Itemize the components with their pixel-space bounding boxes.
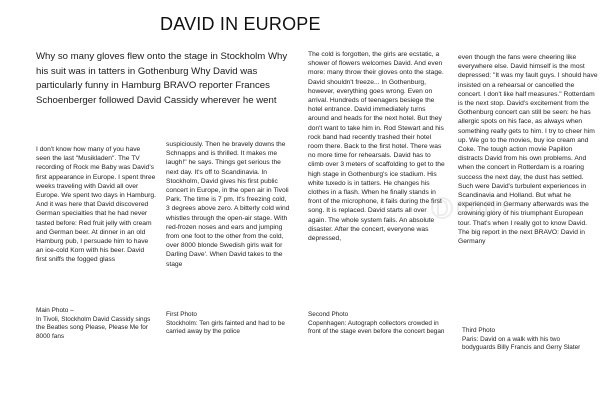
caption-main-photo (36, 307, 161, 349)
caption-second-heading: Second Photo (308, 311, 349, 318)
article-column-1 (36, 145, 156, 264)
caption-main-text: In Tivoli, Stockholm David Cassidy sings the Beatles song Please, Please Me for 8000 fans (36, 315, 151, 340)
lead-paragraph: Why so many gloves flew onto the stage in Stockholm Why his suit was in tatters in Gothenburg Why David was particularly funny in Hamburg BRAVO reporter Frances Schoenberger followed David Cassidy wherever he went (36, 51, 288, 106)
article-column-3 (308, 50, 446, 250)
article-column-4 (458, 53, 598, 273)
caption-third-heading: Third Photo (462, 327, 496, 334)
column-4-text: even though the fans were cheering like everywhere else. David himself is the most depressed: "It was my fault guys. I should have insisted on a rehearsal or cancelled the concert. I don't like half measures." Rotterdam is the next stop. David's excitement from the Gothenburg concert can still be seen: he has allergic spots on his face, as always when something really gets to him. I try to cheer him up. We go to the movies, buy ice cream and Coke. The tough action movie Papillon distracts David from his own problems. And when the concert in Rotterdam is a roaring success the next day, the dust has settled. Such were David's turbulent experiences in Scandinavia and Holland. But what he experienced in Germany afterwards was the crowning glory of his triumphant European tour. That's when I really got to know David. The big report in the next BRAVO: David in Germany (458, 54, 598, 246)
watermark-logo-icon (430, 188, 530, 228)
caption-third-text: Paris: David on a walk with his two bodyguards Billy Francis and Gerry Slater (462, 335, 581, 352)
caption-second-photo (308, 311, 453, 341)
caption-first-text: Stockholm: Ten girls fainted and had to be carried away by the police (166, 319, 285, 336)
caption-first-heading: First Photo (166, 311, 197, 318)
column-3-text: The cold is forgotten, the girls are ecstatic, a shower of flowers welcomes David. And even more: many throw their gloves onto the stage. David shouldn't freeze... In Gothenburg, however, everything goes wrong. Even on arrival. Hundreds of teenagers besiege the hotel entrance. David immediately turns around and heads for the next hotel. But they don't want to take him in. Rod Stewart and his rock band had recently trashed their hotel room there. Back to the first hotel. There was no more time for rehearsals. David has to climb over 3 meters of scaffolding to get to the high stage in Gothenburg's ice stadium. His white tuxedo is in tatters. He changes his clothes in a flash. When he finally stands in front of the microphone, it fails during the first song. It is replaced. David starts all over again. The whole system fails. An absolute disaster. After the concert, everyone was depressed, (308, 51, 445, 243)
column-2-text: suspiciously. Then he bravely downs the Schnapps and is thrilled. It makes me laugh!" he says. Things get serious the next day. It's off to Scandinavia. In Stockholm, David gives his first public concert in Europe, in the open air in Tivoli Park. The time is 7 pm. It's freezing cold, 3 degrees above zero. A bitterly cold wind whistles through the open-air stage. With red-frozen noses and ears and jumping from one foot to the other from the cold, over 8000 blonde Swedish girls wait for Darling Dave'. When David takes to the stage (166, 141, 290, 268)
caption-first-photo (166, 311, 296, 341)
article-title: DAVID IN EUROPE (160, 14, 321, 34)
caption-second-text: Copenhagen: Autograph collectors crowded in front of the stage even before the concert began (308, 319, 445, 336)
caption-main-heading: Main Photo – (36, 307, 74, 314)
caption-third-photo (462, 327, 592, 359)
column-1-text: I don't know how many of you have seen the last "Musikladen". The TV recording of Rock me Baby was David's first appearance in Europe. I spent three weeks traveling with David all over Europe. We spent two days in Hamburg. And it was here that David discovered German specialties that he had never tasted before: Red fruit jelly with cream and German beer. At dinner in an old Hamburg pub, I persuade him to have an ice-cold Korn with his beer. David first sniffs the fogged glass (36, 146, 156, 264)
article-column-2 (166, 140, 290, 268)
